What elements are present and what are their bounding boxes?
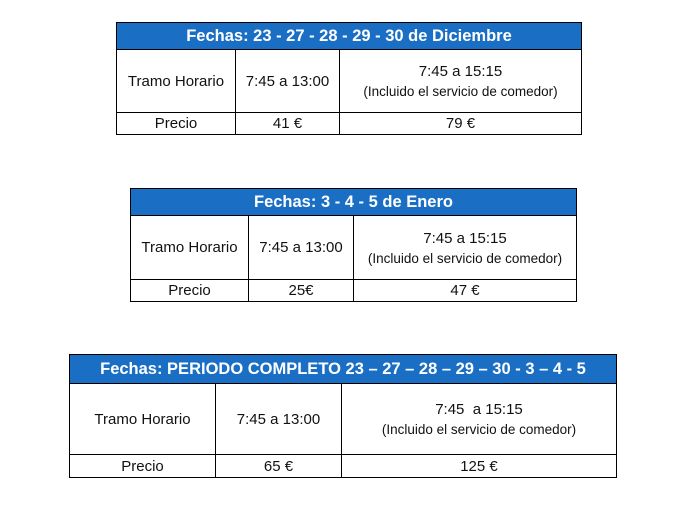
full-day-price: 125 € <box>341 455 616 477</box>
row-label: Tramo Horario <box>127 72 225 90</box>
full-day-slot <box>353 216 576 279</box>
full-day-note: (Incluido el servicio de comedor) <box>381 422 577 437</box>
full-day-note: (Incluido el servicio de comedor) <box>367 250 563 266</box>
price-label: Precio <box>154 115 198 132</box>
row-label: Tramo Horario <box>141 239 238 256</box>
morning-slot: 7:45 a 13:00 <box>235 50 339 112</box>
full-day-time: 7:45 a 15:15 <box>423 229 507 247</box>
schedule-table-full-period <box>69 354 617 478</box>
table-header: Fechas: 3 - 4 - 5 de Enero <box>131 189 576 216</box>
table-header: Fechas: 23 - 27 - 28 - 29 - 30 de Diciembre <box>117 23 581 50</box>
full-day-slot <box>341 384 616 454</box>
table-header: Fechas: PERIODO COMPLETO 23 – 27 – 28 – 29 – 30 - 3 – 4 - 5 <box>70 355 616 384</box>
price-label: Precio <box>168 282 211 299</box>
full-day-slot <box>339 50 581 112</box>
full-day-time: 7:45 a 15:15 <box>418 63 503 80</box>
schedule-table-january <box>130 188 577 302</box>
morning-price: 65 € <box>215 455 341 477</box>
schedule-table-december <box>116 22 582 135</box>
time-slot-row <box>117 50 581 112</box>
time-slot-row <box>131 216 576 279</box>
full-day-price: 79 € <box>339 113 581 134</box>
full-day-price: 47 € <box>353 280 576 301</box>
price-row <box>131 279 576 301</box>
time-slot-row <box>70 384 616 454</box>
full-day-time: 7:45 a 15:15 <box>435 401 523 418</box>
price-row <box>70 454 616 477</box>
morning-price: 25€ <box>248 280 353 301</box>
morning-price: 41 € <box>235 113 339 134</box>
price-label: Precio <box>121 457 164 475</box>
morning-slot: 7:45 a 13:00 <box>248 216 353 279</box>
full-day-note: (Incluido el servicio de comedor) <box>363 84 558 99</box>
price-row <box>117 112 581 134</box>
morning-slot: 7:45 a 13:00 <box>215 384 341 454</box>
row-label: Tramo Horario <box>94 410 191 428</box>
